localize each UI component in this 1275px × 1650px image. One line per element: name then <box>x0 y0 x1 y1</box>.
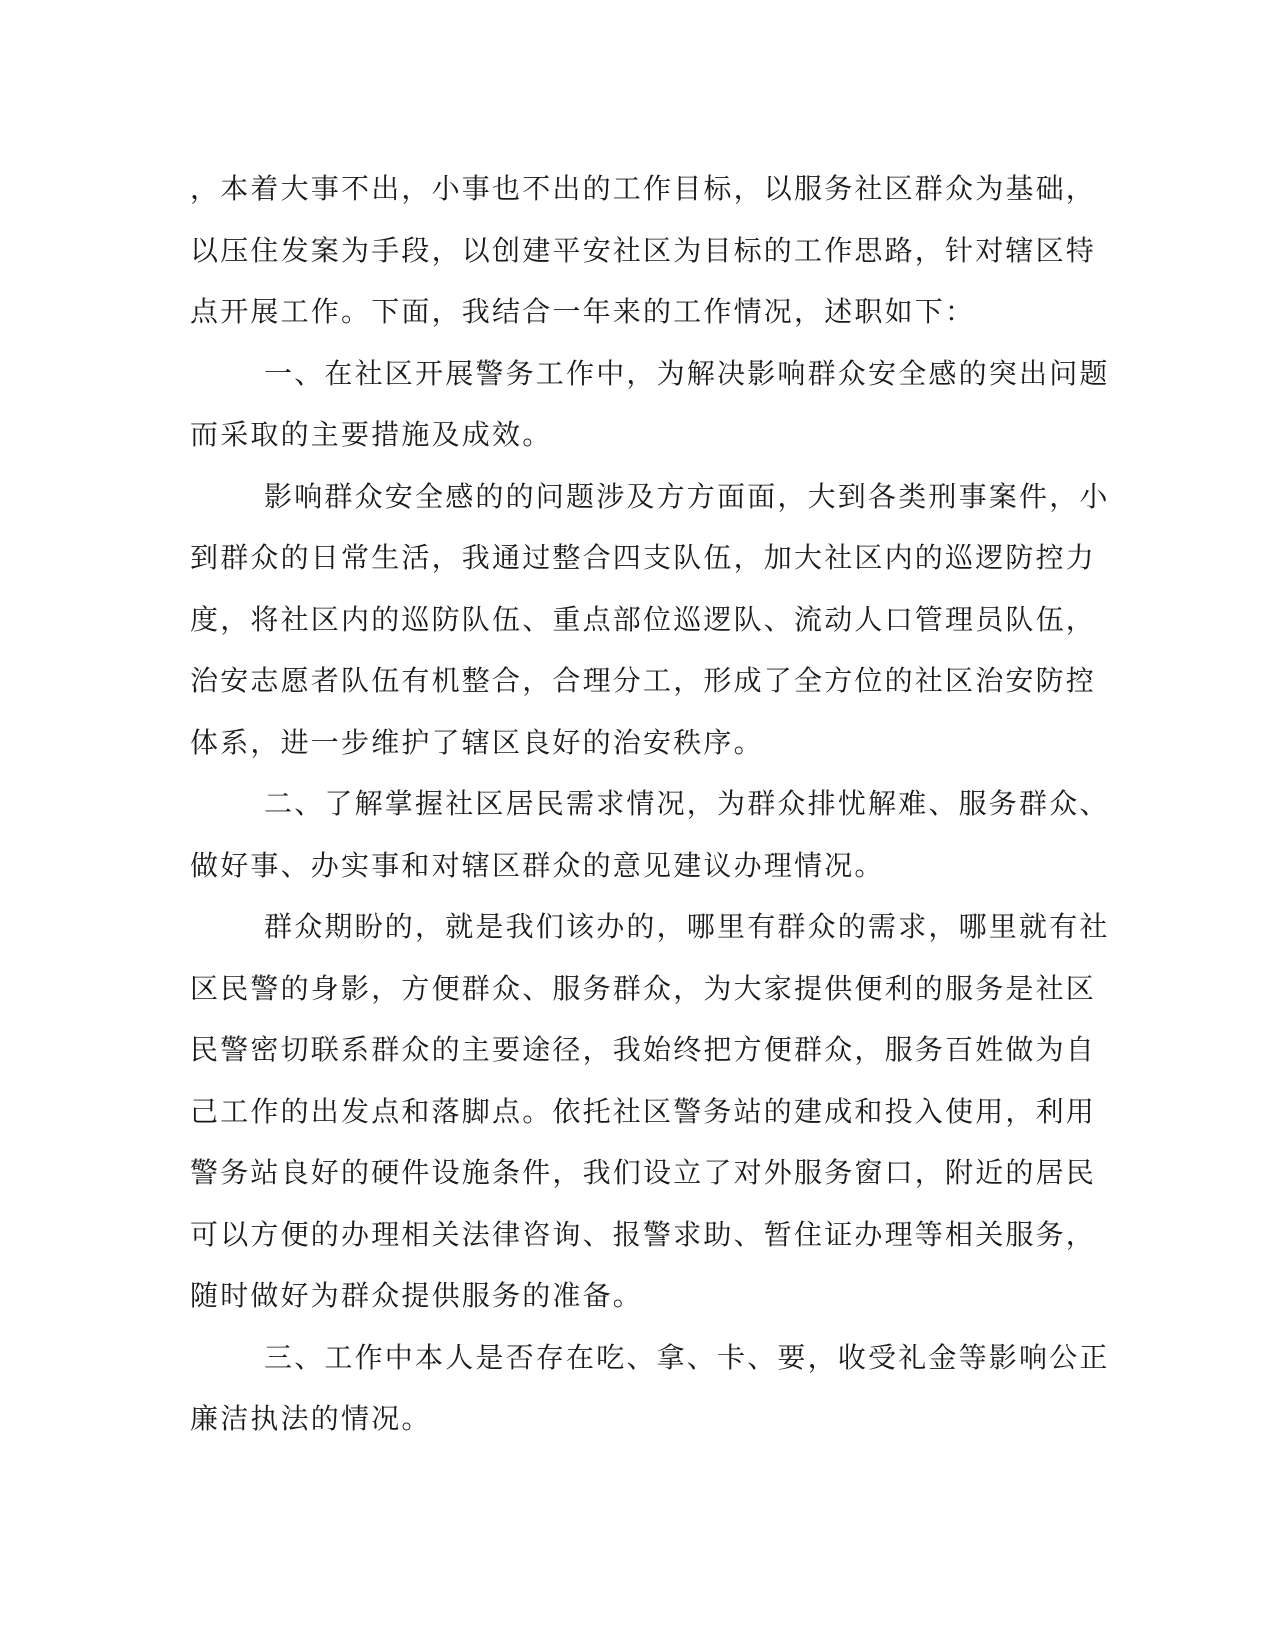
paragraph-intro <box>190 158 1097 343</box>
text-line: 一、在社区开展警务工作中，为解决影响群众安全感的突出问题 <box>264 356 1110 390</box>
text-line: 民警密切联系群众的主要途径，我始终把方便群众，服务百姓做为自 <box>190 1033 1097 1066</box>
text-line: ，本着大事不出，小事也不出的工作目标，以服务社区群众为基础， <box>190 172 1097 205</box>
text-line: 到群众的日常生活，我通过整合四支队伍，加大社区内的巡逻防控力 <box>190 541 1097 574</box>
text-line: 群众期盼的，就是我们该办的，哪里有群众的需求，哪里就有社 <box>264 910 1110 943</box>
text-line: 区民警的身影，方便群众、服务群众，为大家提供便利的服务是社区 <box>190 971 1097 1005</box>
text-line: 影响群众安全感的的问题涉及方方面面，大到各类刑事案件，小 <box>264 479 1110 513</box>
paragraph-section-2 <box>190 896 1110 1327</box>
document-body <box>190 158 1110 1450</box>
text-line: 点开展工作。下面，我结合一年来的工作情况，述职如下： <box>190 295 976 328</box>
text-line: 治安志愿者队伍有机整合，合理分工，形成了全方位的社区治安防控 <box>190 664 1097 697</box>
section-heading-3 <box>190 1327 1110 1450</box>
text-line: 以压住发案为手段，以创建平安社区为目标的工作思路，针对辖区特 <box>190 233 1097 267</box>
text-line: 而采取的主要措施及成效。 <box>190 418 553 451</box>
section-heading-2 <box>190 773 1110 896</box>
text-line: 警务站良好的硬件设施条件，我们设立了对外服务窗口，附近的居民 <box>190 1156 1097 1189</box>
text-line: 随时做好为群众提供服务的准备。 <box>190 1279 644 1312</box>
paragraph-section-1 <box>190 466 1110 774</box>
text-line: 做好事、办实事和对辖区群众的意见建议办理情况。 <box>190 848 885 882</box>
text-line: 度，将社区内的巡防队伍、重点部位巡逻队、流动人口管理员队伍， <box>190 602 1097 636</box>
text-line: 体系，进一步维护了辖区良好的治安秩序。 <box>190 725 764 759</box>
text-line: 可以方便的办理相关法律咨询、报警求助、暂住证办理等相关服务， <box>190 1217 1097 1251</box>
section-heading-1 <box>190 343 1110 466</box>
text-line: 二、了解掌握社区居民需求情况，为群众排忧解难、服务群众、 <box>264 787 1110 820</box>
text-line: 廉洁执法的情况。 <box>190 1402 432 1435</box>
text-line: 三、工作中本人是否存在吃、拿、卡、要，收受礼金等影响公正 <box>264 1340 1110 1374</box>
text-line: 己工作的出发点和落脚点。依托社区警务站的建成和投入使用，利用 <box>190 1094 1097 1128</box>
